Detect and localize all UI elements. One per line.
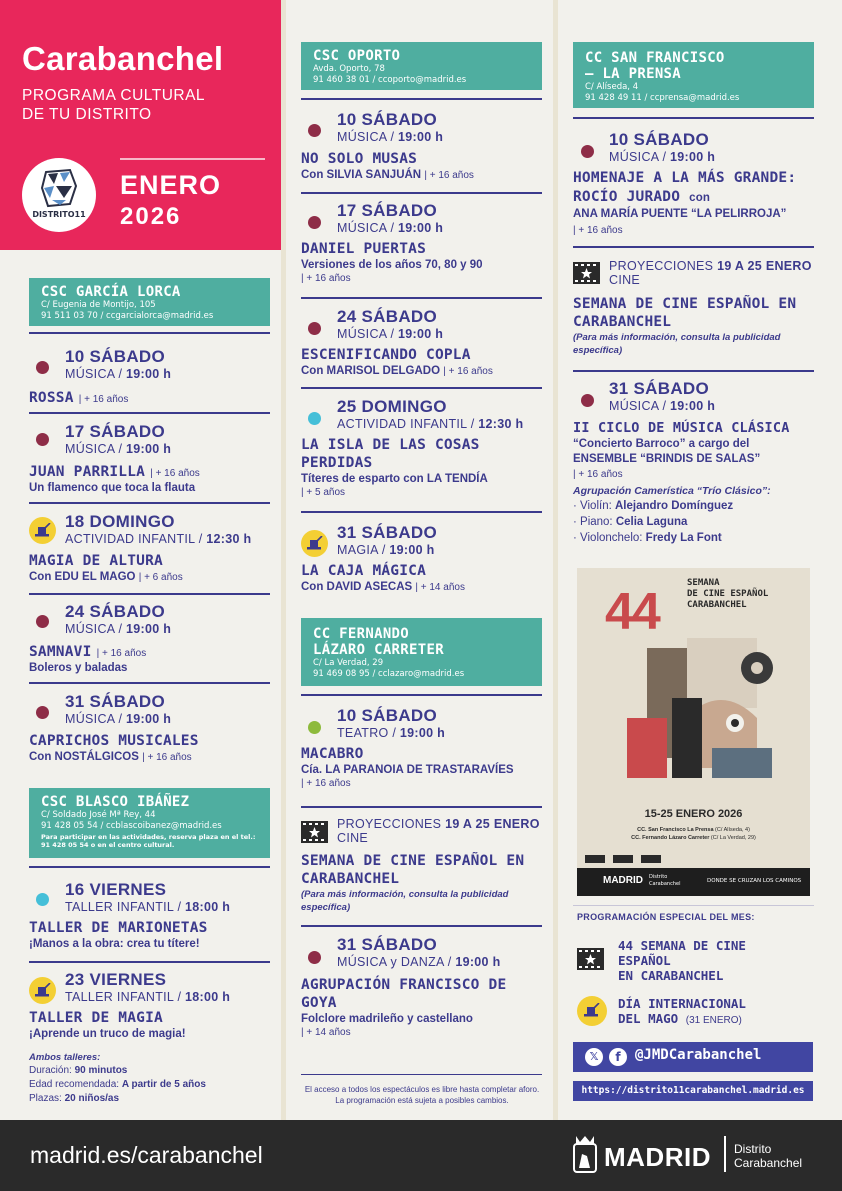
event-date-block [65,970,230,1004]
divider [301,192,542,194]
music-dot-icon [36,615,49,628]
poster-title-line: CARABANCHEL [687,600,747,610]
event-date: 16 VIERNES [65,880,167,899]
event-date-block [609,379,715,413]
poster-slogan: DONDE SE CRUZAN LOS CAMINOS [707,878,802,884]
kids-dot-icon [36,893,49,906]
event-info [573,169,814,236]
event-category [65,900,230,914]
footer-divider [724,1136,726,1172]
divider [29,866,270,868]
event-date: 17 SÁBADO [337,201,438,220]
divider [301,694,542,696]
event-title: SAMNAVI [29,644,92,660]
divider [301,925,542,927]
event-info [301,240,542,284]
event-age: | + 16 años [96,648,147,659]
district-label-line: Distrito [734,1142,772,1156]
music-dot-icon [36,706,49,719]
event-time: 19:00 h [670,399,716,413]
event-info [29,641,270,676]
event-date: 31 SÁBADO [65,692,166,711]
info-value: 20 niños/as [64,1093,120,1104]
special-magician-day [618,996,746,1028]
column-separator [281,0,286,1120]
event-date: 17 SÁBADO [65,422,166,441]
venue-contact: 91 460 38 01 / ccoporto@madrid.es [313,75,467,85]
event-title: SEMANA DE CINE ESPAÑOL EN CARABANCHEL [301,853,525,887]
event-info [29,732,270,765]
event-age: | + 14 años [415,582,465,593]
footer [0,1120,842,1191]
venue-address: C/ Soldado José Mª Rey, 44 [41,810,156,820]
event-time: 19:00 h [398,130,444,144]
category-label: MÚSICA / [337,221,399,235]
venue-name: CSC GARCÍA LORCA [41,284,181,300]
workshop-info [29,1051,270,1106]
event-title: DANIEL PUERTAS [301,241,427,257]
music-dot-icon [581,145,594,158]
event-date-block [65,602,171,636]
event-time: 19:00 h [399,726,446,740]
poster-title [687,578,768,611]
poster-dates: 15-25 ENERO 2026 [644,808,743,820]
category-label: MÚSICA / [65,367,127,381]
event-date-block [337,201,443,235]
event-dates: 19 A 25 ENERO [445,817,540,831]
music-dot-icon [308,124,321,137]
event-time: 12:30 h [206,532,252,546]
event-info [29,387,270,407]
page-title: Carabanchel [22,40,224,77]
venue-garcia-lorca [29,278,270,326]
event-description: (Para más información, consulta la publicidad específica) [573,332,781,356]
divider [573,370,814,372]
special-line: 44 SEMANA DE CINE [618,938,746,953]
divider [301,511,542,513]
event-description-2: ENSEMBLE “BRINDIS DE SALAS” [573,453,761,465]
event-age: | + 16 años [78,394,129,405]
event-age: | + 16 años [573,225,623,236]
theatre-dot-icon [308,721,321,734]
event-description: (Para más información, consulta la publicidad específica) [301,889,509,913]
venue-name-line-2: LÁZARO CARRETER [313,642,444,658]
venue-name: CSC BLASCO IBÁÑEZ [41,794,190,810]
event-date-block [65,347,171,381]
category-label: MÚSICA / [609,150,671,164]
event-info [301,562,542,595]
info-value: 90 minutos [74,1065,128,1076]
event-description: Con MARISOL DELGADO [301,365,441,377]
divider [573,117,814,119]
event-date-block [65,422,171,456]
category-label: TALLER INFANTIL / [65,900,186,914]
event-dates: 19 A 25 ENERO [717,259,812,273]
event-title: AGRUPACIÓN FRANCISCO DE GOYA [301,977,507,1011]
category-label-2: CINE [609,273,641,287]
category-label: PROYECCIONES [337,817,446,831]
event-age: | + 16 años [150,468,200,479]
info-label: Duración: [29,1065,75,1076]
event-time: 19:00 h [389,543,435,557]
music-dot-icon [581,394,594,407]
film-week-poster [577,568,810,896]
category-label: ACTIVIDAD INFANTIL / [337,417,479,431]
event-title: NO SOLO MUSAS [301,151,418,167]
event-time: 19:00 h [126,367,172,381]
event-time: 19:00 h [126,712,172,726]
music-dot-icon [36,433,49,446]
website-link[interactable]: https://distrito11carabanchel.madrid.es [573,1081,813,1101]
event-title: LA ISLA DE LAS COSAS PERDIDAS [301,437,480,471]
event-age: | + 16 años [301,778,351,789]
music-dot-icon [308,951,321,964]
district-label-line: Carabanchel [734,1156,803,1170]
film-icon [577,948,604,970]
event-date-block [337,523,437,557]
event-title: TALLER DE MARIONETAS [29,920,208,936]
venue-address: C/ Eugenia de Montijo, 105 [41,300,156,310]
year-label: 2026 [120,203,182,230]
event-date: 10 SÁBADO [337,706,438,725]
category-label: MÚSICA / [65,622,127,636]
event-description: Con EDU EL MAGO [29,571,136,583]
event-date: 10 SÁBADO [609,130,710,149]
event-date: 10 SÁBADO [337,110,438,129]
event-category [65,712,171,726]
footnote [297,1084,547,1106]
x-icon[interactable]: 𝕏 [585,1048,603,1066]
event-date: 24 SÁBADO [337,307,438,326]
event-title: HOMENAJE A LA MÁS GRANDE: ROCÍO JURADO [573,170,797,205]
poster-location-address: (C/ Alíseda, 4) [715,827,750,833]
footer-url[interactable]: madrid.es/carabanchel [30,1142,263,1168]
event-info [301,346,542,379]
event-info [301,436,542,498]
poster-location-address: (C/ La Verdad, 29) [710,835,756,841]
event-date: 25 DOMINGO [337,397,447,416]
event-title: ROSSA [29,390,74,406]
event-age: | + 16 años [142,752,192,763]
kids-dot-icon [308,412,321,425]
event-title: ESCENIFICANDO COPLA [301,347,471,363]
category-label: MÚSICA / [65,442,127,456]
event-date-block [337,307,443,341]
poster-locations [577,826,810,842]
event-date: 31 SÁBADO [337,935,438,954]
magic-hat-icon [577,996,607,1026]
event-time: 19:00 h [398,221,444,235]
venue-address: Avda. Oporto, 78 [313,64,385,74]
madrid-crest-icon [572,1134,598,1174]
category-label: TALLER INFANTIL / [65,990,186,1004]
poster-number: 44 [605,583,659,641]
event-age: | + 6 años [138,572,183,583]
distrito-logo-icon [40,168,78,208]
event-time: 19:00 h [126,622,172,636]
venue-name: CC SAN FRANCISCO [585,50,725,66]
header-divider [120,158,265,160]
subtitle-line-1: PROGRAMA CULTURAL [22,87,206,104]
column-separator [553,0,558,1120]
musician-role: · Violonchelo: [573,532,646,544]
poster-location: CC. San Francisco La Prensa [637,827,714,833]
special-programming-heading: PROGRAMACIÓN ESPECIAL DEL MES: [577,912,755,922]
poster-district: Distrito Carabanchel [649,874,681,887]
ensemble-heading: Agrupación Camerística “Trío Clásico”: [573,485,771,497]
venue-san-francisco-la-prensa [573,42,814,108]
musician-name: Celia Laguna [615,516,688,528]
event-time: 19:00 h [398,327,444,341]
event-info [573,295,814,357]
event-title: LA CAJA MÁGICA [301,563,427,579]
event-time: 12:30 h [478,417,524,431]
poster-madrid-logo: MADRID [603,875,643,886]
event-title: JUAN PARRILLA [29,464,146,480]
event-date: 31 SÁBADO [609,379,710,398]
venue-blasco-ibanez [29,788,270,858]
category-label-2: CINE [337,831,369,845]
category-label: MAGIA / [337,543,390,557]
music-dot-icon [308,216,321,229]
event-category [65,990,230,1004]
event-title: II CICLO DE MÚSICA CLÁSICA [573,420,790,436]
madrid-logo: MADRID [604,1142,711,1172]
event-connector: con [689,192,711,204]
event-date-block [337,817,540,845]
special-date: (31 ENERO) [685,1015,742,1026]
event-info [301,745,542,789]
music-dot-icon [308,322,321,335]
venue-note: Para participar en las actividades, reserva plaza en el tel.: 91 428 05 54 o en el centro cultural. [41,833,256,849]
event-description: ¡Manos a la obra: crea tu títere! [29,938,200,950]
special-line: DÍA INTERNACIONAL [618,996,746,1011]
event-category [65,532,251,546]
musician-role: · Violín: [573,500,615,512]
workshop-info-heading: Ambos talleres: [29,1052,101,1063]
event-description: Cía. LA PARANOIA DE TRASTARAVÍES [301,764,514,776]
venue-oporto [301,42,542,90]
event-info [301,976,542,1038]
venue-lazaro-carreter [301,618,542,686]
event-info [29,1009,270,1042]
divider [301,98,542,100]
logo-text: DISTRITO11 [32,210,86,219]
event-description: Folclore madrileño y castellano [301,1013,473,1025]
divider [29,593,270,595]
category-label: MÚSICA / [337,130,399,144]
event-info [29,919,270,952]
event-time: 18:00 h [185,990,231,1004]
poster-footer [577,868,810,896]
event-description: Un flamenco que toca la flauta [29,482,196,494]
film-icon [301,821,328,843]
event-time: 19:00 h [126,442,172,456]
event-description: ¡Aprende un truco de magia! [29,1028,186,1040]
venue-contact: 91 469 08 95 / cclazaro@madrid.es [313,669,465,679]
event-title: SEMANA DE CINE ESPAÑOL EN CARABANCHEL [573,296,797,330]
music-dot-icon [36,361,49,374]
divider [573,246,814,248]
event-date: 24 SÁBADO [65,602,166,621]
event-date-block [609,259,812,287]
category-label: MÚSICA / [65,712,127,726]
event-date-block [65,692,171,726]
event-date: 31 SÁBADO [337,523,438,542]
film-icon [573,262,600,284]
divider [29,502,270,504]
event-date-block [337,110,443,144]
event-info [301,852,541,914]
divider [29,961,270,963]
event-time: 18:00 h [185,900,231,914]
page-subtitle [22,86,205,124]
event-time: 19:00 h [670,150,716,164]
header-panel [0,0,281,250]
event-description: Boleros y baladas [29,662,128,674]
social-bar[interactable] [573,1042,813,1072]
event-description: Con SILVIA SANJUÁN [301,169,422,181]
event-title: CAPRICHOS MUSICALES [29,733,199,749]
venue-address: C/ La Verdad, 29 [313,658,384,668]
divider [29,682,270,684]
special-line: ESPAÑOL [618,953,671,968]
event-age: | + 16 años [443,366,493,377]
poster-title-line: SEMANA [687,578,720,588]
event-age: | + 16 años [573,469,623,480]
category-label: MÚSICA / [609,399,671,413]
divider [301,1074,542,1075]
venue-contact: 91 428 05 54 / ccblascoibanez@madrid.es [41,821,222,831]
event-age: | + 5 años [301,487,346,498]
event-date: 18 DOMINGO [65,512,175,531]
event-age: | + 14 años [301,1027,351,1038]
event-description: Con DAVID ASECAS [301,581,413,593]
category-label: MÚSICA / [337,327,399,341]
subtitle-line-2: DE TU DISTRITO [22,106,152,123]
venue-contact: 91 511 03 70 / ccgarcialorca@madrid.es [41,311,214,321]
musician-role: · Piano: [573,516,616,528]
event-category [65,622,171,636]
magic-hat-icon [29,517,56,544]
magic-hat-icon [29,977,56,1004]
magic-hat-icon [301,530,328,557]
event-guest: ANA MARÍA PUENTE “LA PELIRROJA” [573,208,787,220]
event-date-block [65,880,230,914]
event-info [573,419,814,546]
district-label [734,1142,802,1170]
venue-contact: 91 428 49 11 / ccprensa@madrid.es [585,93,740,103]
event-title: MACABRO [301,746,364,762]
event-date: 23 VIERNES [65,970,167,989]
facebook-icon[interactable]: f [609,1048,627,1066]
event-date-block [337,397,523,431]
footnote-line-2: La programación está sujeta a posibles cambios. [335,1096,509,1105]
musician-name: Alejandro Domínguez [614,500,734,512]
venue-name-line-2: – LA PRENSA [585,66,682,82]
musician-name: Fredy La Font [645,532,722,544]
event-category [65,442,171,456]
poster-location: CC. Fernando Lázaro Carreter [631,835,710,841]
poster-partner-logos [585,848,802,862]
event-info [29,552,270,585]
event-category [65,367,171,381]
divider [573,905,814,906]
event-description: “Concierto Barroco” a cargo del [573,438,750,450]
info-value: A partir de 5 años [121,1079,206,1090]
event-date: 10 SÁBADO [65,347,166,366]
info-label: Plazas: [29,1093,65,1104]
event-description: Con NOSTÁLGICOS [29,751,139,763]
info-label: Edad recomendada: [29,1079,122,1090]
event-date-block [337,935,501,969]
poster-collage-image [617,628,787,788]
event-description: Títeres de esparto con LA TENDÍA [301,473,488,485]
venue-name: CC FERNANDO [313,626,410,642]
event-description: Versiones de los años 70, 80 y 90 [301,259,483,271]
distrito-logo [22,158,96,232]
category-label: ACTIVIDAD INFANTIL / [65,532,207,546]
divider [301,387,542,389]
divider [29,332,270,334]
event-time: 19:00 h [455,955,501,969]
divider [301,297,542,299]
special-film-week [618,938,746,983]
event-age: | + 16 años [424,170,474,181]
event-info [301,150,542,183]
divider [301,806,542,808]
special-line: EN CARABANCHEL [618,968,724,983]
venue-name: CSC OPORTO [313,48,401,64]
event-date-block [65,512,251,546]
poster-title-line: DE CINE ESPAÑOL [687,589,769,599]
event-title: TALLER DE MAGIA [29,1010,163,1026]
category-label: TEATRO / [337,726,400,740]
event-date-block [609,130,715,164]
month-label: ENERO [120,170,222,200]
venue-address: C/ Alíseda, 4 [585,82,639,92]
footnote-line-1: El acceso a todos los espectáculos es libre hasta completar aforo. [304,1085,540,1094]
social-handle[interactable]: @JMDCarabanchel [635,1047,762,1063]
category-label: PROYECCIONES [609,259,718,273]
event-date-block [337,706,445,740]
category-label: MÚSICA y DANZA / [337,955,456,969]
special-line: DEL MAGO [618,1011,679,1026]
event-age: | + 16 años [301,273,351,284]
divider [29,412,270,414]
event-info [29,461,270,496]
event-title: MAGIA DE ALTURA [29,553,163,569]
